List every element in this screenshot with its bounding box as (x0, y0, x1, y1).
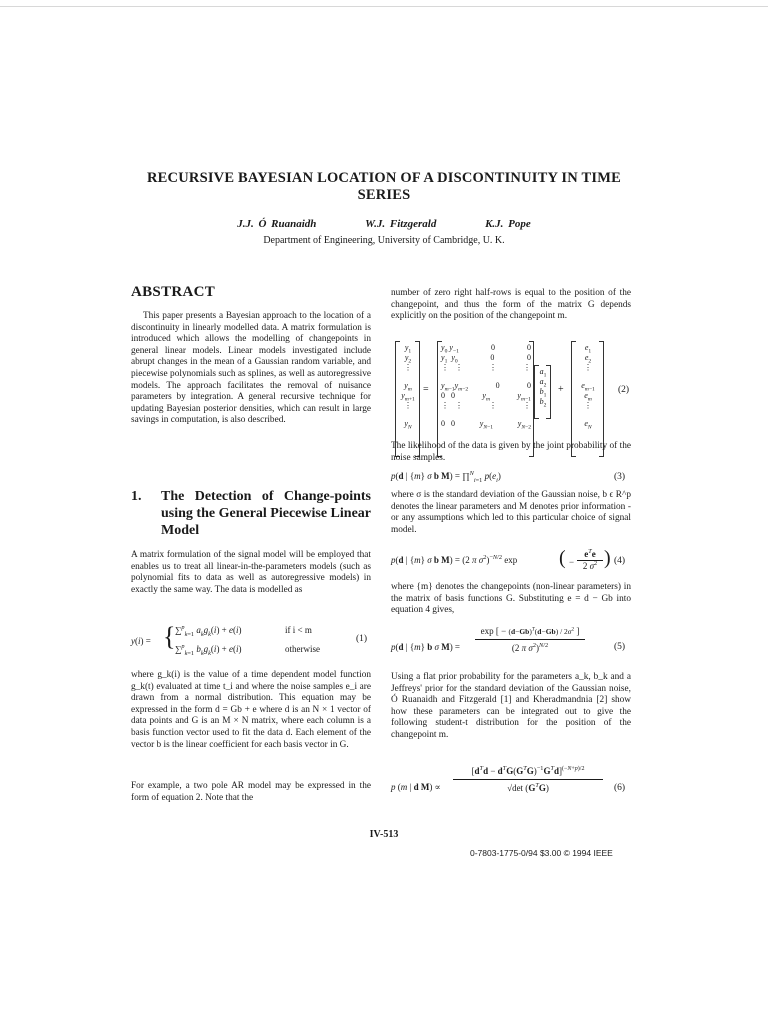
section1-para2: where g_k(i) is the value of a time dependent model function g_k(t) evaluated at time t_i and where the noise samples e_i are drawn from a normal distribution. This equation may be expressed in the form d = Gb + e where d is an N × 1 vector of data points and G is an M × N matrix, where each column is a basis function vector used to fit the data d. Each element of the vector b is the linear coefficient for each basis vector in G. (131, 670, 371, 750)
author-3: K.J. Pope (485, 218, 531, 230)
equation-3: p(d | {m} σ b M) = ∏$^N_{i=1}$ $p(e_i)$ (391, 470, 501, 484)
eq3-number: (3) (614, 472, 626, 482)
section-number: 1. (131, 489, 142, 504)
equation-2: $y_1$ $y_2$ ⋮ $y_m$ $y_{m+1}$ ⋮ $y_N$ = $y_0$ $y_{-1}$ 0 0 $y_1$ $y_0$ 0 0 ⋮ ⋮ ⋮ ⋮ $y_{m-1}y_{m-2}$ 0 0 0 0 $y_m$ $y_{m-1}$ ⋮ ⋮ ⋮ ⋮ 0 0 $y_{N-1}$ $y_{N-2}$ $a_1$ $a_2$ $b_1$ $b_2$ + $e_1$ $e_2$ ⋮ $e_{m-1}$ $e_m$ ⋮ $e_N$ (393, 341, 633, 461)
right-para4: where {m} denotes the changepoints (non-linear parameters) in the matrix of basis functions G. Substituting e = d − Gb into equation 4 gives, (391, 582, 631, 616)
section-title: The Detection of Change-points using the General Piecewise Linear Model (161, 489, 371, 538)
eq2-number: (2) (618, 385, 630, 395)
section1-para1: A matrix formulation of the signal model will be employed that enables us to treat all linear-in-the-parameters models (such as polynomial fits to data as well as autoregressive models) in exactly the same way. The data is modelled as (131, 550, 371, 595)
copyright-line: 0-7803-1775-0/94 $3.00 © 1994 IEEE (470, 848, 613, 858)
equation-6: p (m | d M) ∝ $[d^Td - d^TG(G^TG)^{-1}G^Td]^{(-N+p)/2}$ √det $(G^TG)$ (391, 764, 621, 808)
right-para3: where σ is the standard deviation of the Gaussian noise, b ϵ R^p denotes the linear parameters and M denotes prior information - or any assumptions which led to this particular choice of signal model. (391, 490, 631, 535)
affiliation: Department of Engineering, University of Cambridge, U. K. (263, 235, 505, 246)
right-para5: Using a flat prior probability for the parameters a_k, b_k and a Jeffreys' prior for the standard deviation of the Gaussian noise, Ó Ruanaidh and Fitzgerald [1] and Kheradmandnia [2] show how these parameters can be integrated out to give the following student-t distribution for the position of the changepoint m. (391, 672, 631, 740)
equation-5: p(d | {m} b σ M) = exp [ − $(d-Gb)^T(d-Gb) / 2\sigma^2$ ] (2 π $\sigma^2)^{N/2}$ (391, 624, 611, 668)
author-2: W.J. Fitzgerald (365, 218, 437, 230)
top-rule (0, 6, 768, 7)
right-para1: number of zero right half-rows is equal to the position of the changepoint, and thus the form of the matrix G depends explicitly on the position of the changepoint m. (391, 288, 631, 322)
eq1-cond-2: otherwise (285, 644, 320, 654)
abstract-text: This paper presents a Bayesian approach to the location of a discontinuity in linearly modelled data. A matrix formulation is introduced which allows the modelling of changepoints in general linear models. Linear models investigated include abrupt changes in the mean of a Gaussian random variable, and piecewise polynomials such as splines, as well as autoregressive models. The approach facilitates the removal of nuisance parameters by integration. A general recursive technique for updating Bayesian posterior densities, which can result in large savings in computation, is also described. (131, 311, 371, 426)
author-list (0, 218, 768, 230)
section-heading (131, 488, 371, 539)
paper-title: RECURSIVE BAYESIAN LOCATION OF A DISCONTINUITY IN TIME SERIES (147, 170, 621, 203)
eq1-cond-1: if i < m (285, 625, 312, 635)
section1-para3: For example, a two pole AR model may be expressed in the form of equation 2. Note that the (131, 781, 371, 803)
page-number: IV-513 (369, 829, 399, 840)
eq5-number: (5) (614, 642, 626, 652)
eq1-number: (1) (356, 634, 368, 644)
equation-1: y(i) = { ∑$^p_{k=1}$ $a_kg_k(i) + e(i)$ ∑$^p_{k=1}$ $b_kg_k(i) + e(i)$ if i < m otherwise (131, 622, 320, 657)
eq4-number: (4) (614, 556, 626, 566)
eq6-number: (6) (614, 783, 626, 793)
equation-4: p(d | {m} σ b M) = (2 π $\sigma^2)^{-N/2}$ exp ( − $e^Te$ 2 $\sigma^2$ ) (391, 547, 611, 571)
abstract-heading: ABSTRACT (131, 284, 216, 300)
author-1: J.J. Ó Ruanaidh (237, 218, 317, 230)
right-para2: The likelihood of the data is given by the joint probability of the noise samples. (391, 441, 631, 463)
